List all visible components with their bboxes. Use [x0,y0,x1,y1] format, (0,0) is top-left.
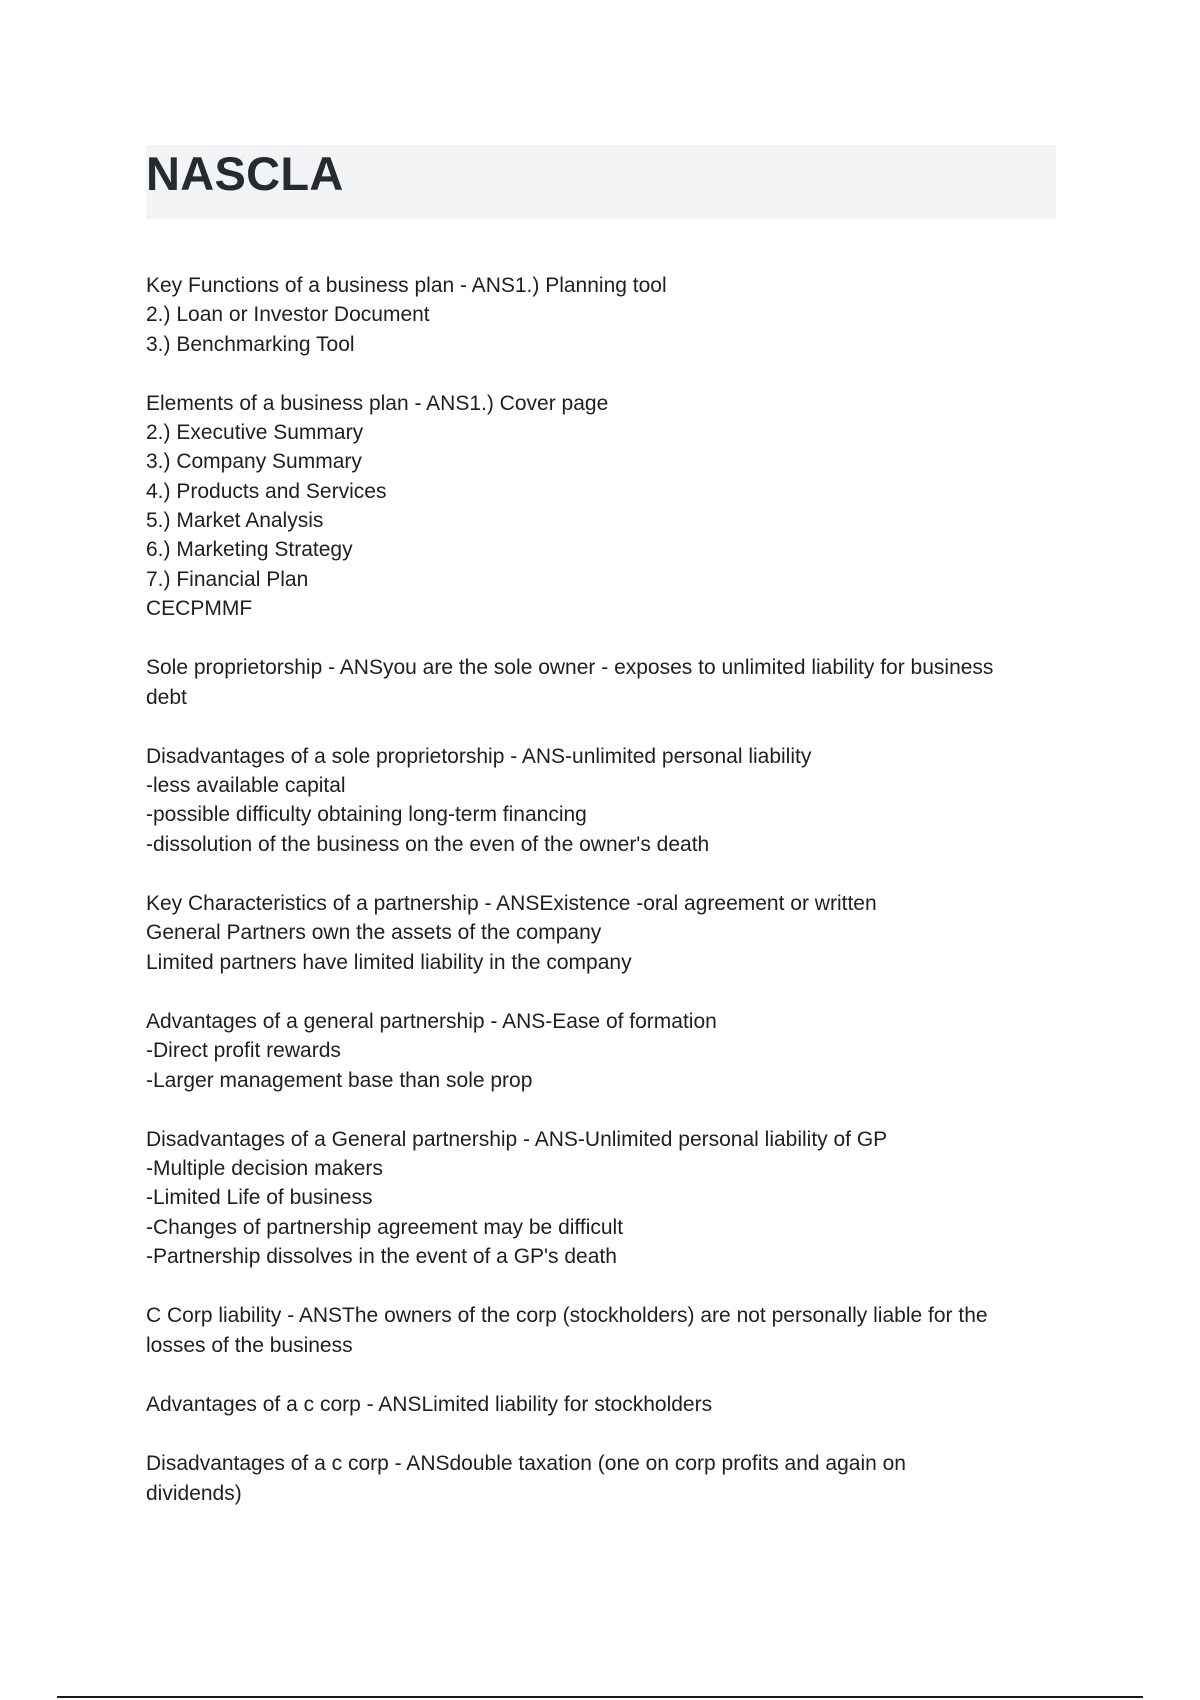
qa-entry [146,1301,1056,1360]
entry-line: Key Characteristics of a partnership - ANSExistence -oral agreement or written [146,892,877,916]
document-body [146,271,1056,1538]
qa-entry [146,742,1056,859]
entry-line: Limited partners have limited liability in the company [146,950,632,974]
entry-line: General Partners own the assets of the company [146,921,602,945]
qa-entry [146,1007,1056,1095]
entry-line: Elements of a business plan - ANS1.) Cover page [146,391,609,415]
entry-line: Key Functions of a business plan - ANS1.) Planning tool [146,274,667,297]
entry-line: Advantages of a c corp - ANSLimited liability for stockholders [146,1392,713,1416]
qa-entry [146,1390,1056,1419]
entry-line: Disadvantages of a c corp - ANSdouble taxation (one on corp profits and again on [146,1452,906,1476]
entry-line: -dissolution of the business on the even of the owner's death [146,832,710,856]
qa-entry [146,271,1056,359]
footer-divider [57,1696,1143,1698]
entry-line: C Corp liability - ANSThe owners of the corp (stockholders) are not personally liable for the [146,1304,988,1328]
entry-line: Disadvantages of a sole proprietorship - ANS-unlimited personal liability [146,744,812,768]
entry-line: 5.) Market Analysis [146,509,324,533]
qa-entry [146,389,1056,623]
entry-line: Advantages of a general partnership - ANS-Ease of formation [146,1009,717,1033]
entry-line: Disadvantages of a General partnership - ANS-Unlimited personal liability of GP [146,1127,888,1151]
qa-entry [146,1449,1056,1508]
qa-entry [146,1125,1056,1271]
entry-line: losses of the business [146,1333,353,1357]
entry-line: Sole proprietorship - ANSyou are the sole owner - exposes to unlimited liability for business [146,656,994,680]
entry-line: dividends) [146,1481,242,1505]
entry-line: -Direct profit rewards [146,1039,341,1063]
entry-line: -Larger management base than sole prop [146,1068,533,1092]
entry-line: 3.) Benchmarking Tool [146,332,355,356]
entry-line: debt [146,685,187,709]
entry-line: -Limited Life of business [146,1186,373,1210]
entry-line: 4.) Products and Services [146,479,387,503]
entry-line: 2.) Loan or Investor Document [146,303,430,327]
qa-entry [146,889,1056,977]
entry-line: CECPMMF [146,596,253,620]
entry-line: 6.) Marketing Strategy [146,538,353,562]
qa-entry [146,653,1056,712]
entry-line: -less available capital [146,774,346,798]
entry-line: -possible difficulty obtaining long-term financing [146,803,587,827]
entry-line: -Changes of partnership agreement may be difficult [146,1215,624,1239]
entry-line: -Partnership dissolves in the event of a GP's death [146,1245,617,1269]
entry-line: 7.) Financial Plan [146,567,309,591]
entry-line: 3.) Company Summary [146,450,362,474]
entry-line: -Multiple decision makers [146,1157,383,1181]
entry-line: 2.) Executive Summary [146,421,364,445]
page-title: NASCLA [146,147,344,200]
